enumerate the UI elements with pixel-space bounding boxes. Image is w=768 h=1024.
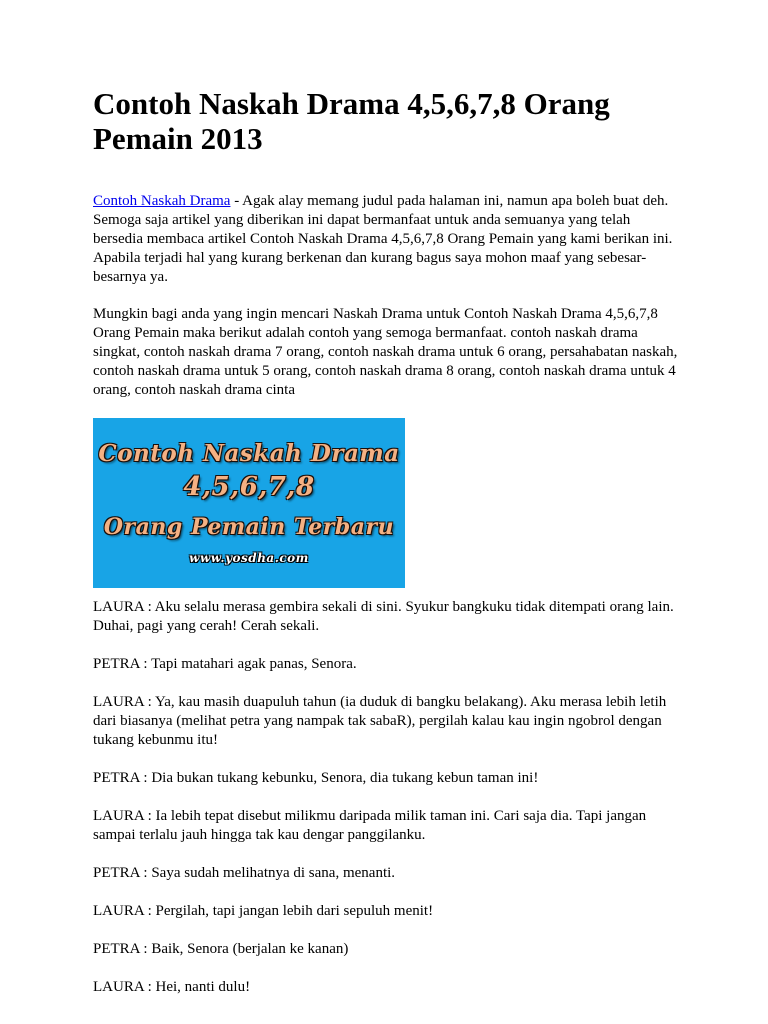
dialogue-line: LAURA : Ya, kau masih duapuluh tahun (ia duduk di bangku belakang). Aku merasa lebih letih dari biasanya (melihat petra yang nampak tak sabaR), pergilah kalau kau ingin ngobrol dengan tukang kebunmu itu! [93,694,667,748]
dialogue-line: PETRA : Dia bukan tukang kebunku, Senora, dia tukang kebun taman ini! [93,770,539,786]
dialogue-line: LAURA : Pergilah, tapi jangan lebih dari sepuluh menit! [93,903,434,919]
dialogue-line: PETRA : Tapi matahari agak panas, Senora. [93,656,357,672]
document-page [93,86,683,1016]
dialogue-line: LAURA : Hei, nanti dulu! [93,979,251,995]
dialogue-line: LAURA : Aku selalu merasa gembira sekali di sini. Syukur bangkuku tidak ditempati orang lain. Duhai, pagi yang cerah! Cerah sekali. [93,599,674,634]
banner-line-1: Contoh Naskah Drama [98,440,400,467]
dialogue-line: LAURA : Ia lebih tepat disebut milikmu daripada milik taman ini. Cari saja dia. Tapi jangan sampai terlalu jauh hingga tak kau dengar panggilanku. [93,808,647,843]
banner-website: www.yosdha.com [189,551,309,565]
intro-text: - Agak alay memang judul pada halaman ini, namun apa boleh buat deh. Semoga saja artikel yang diberikan ini dapat bermanfaat untuk anda semuanya yang telah bersedia membaca artikel Contoh Naskah Drama 4,5,6,7,8 Orang Pemain yang kami berikan ini. Apabila terjadi hal yang kurang berkenan dan kurang bagus saya mohon maaf yang sebesar-besarnya ya. [93,193,673,285]
dialogue-section [93,598,683,997]
dialogue-line: PETRA : Saya sudah melihatnya di sana, menanti. [93,865,396,881]
intro-paragraph [93,192,683,287]
dialogue-line: PETRA : Baik, Senora (berjalan ke kanan) [93,941,349,957]
keywords-paragraph: Mungkin bagi anda yang ingin mencari Naskah Drama untuk Contoh Naskah Drama 4,5,6,7,8 Orang Pemain maka berikut adalah contoh yang semoga bermanfaat. contoh naskah drama singkat, contoh naskah drama 7 orang, contoh naskah drama untuk 6 orang, persahabatan naskah, contoh naskah drama untuk 5 orang, contoh naskah drama 8 orang, contoh naskah drama untuk 4 orang, contoh naskah drama cinta [93,306,678,398]
intro-link[interactable]: Contoh Naskah Drama [93,193,231,209]
page-title: Contoh Naskah Drama 4,5,6,7,8 Orang Pemain 2013 [93,86,610,156]
banner-line-2: 4,5,6,7,8 [183,472,315,502]
banner-image [93,418,405,588]
banner-line-3: Orang Pemain Terbaru [103,514,395,540]
